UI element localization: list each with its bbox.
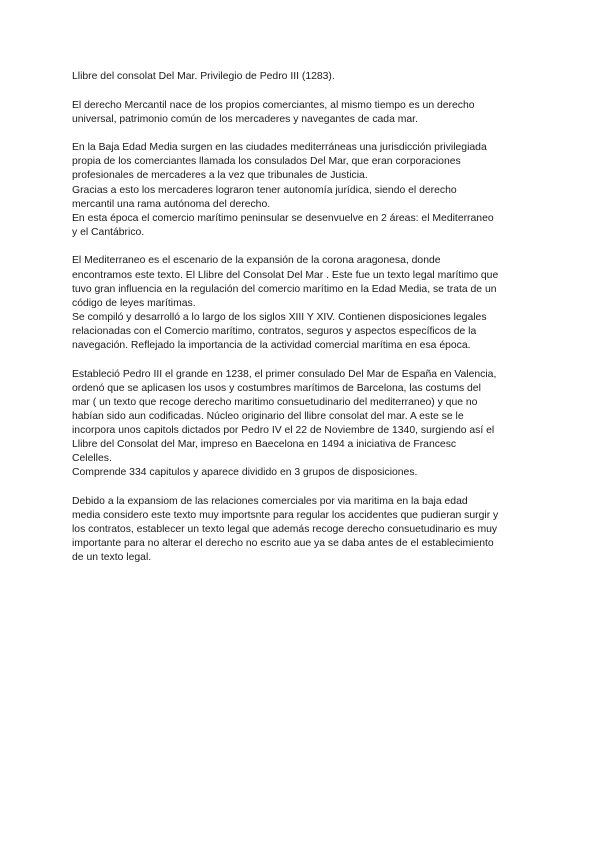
text-line: ordenó que se aplicasen los usos y costumbres marítimos de Barcelona, las costums del	[72, 382, 481, 394]
title-paragraph	[72, 70, 534, 84]
text-line: Debido a la expansiom de las relaciones comerciales por via maritima en la baja edad	[72, 495, 468, 507]
text-line: El Mediterraneo es el escenario de la expansión de la corona aragonesa, donde	[72, 255, 441, 267]
paragraph-pedro-iii	[72, 368, 534, 481]
paragraph-baja-edad-media	[72, 141, 534, 240]
text-line: Se compiló y desarrolló a lo largo de los siglos XIII Y XIV. Contienen disposiciones legales	[72, 311, 487, 323]
text-line: y el Cantábrico.	[72, 226, 145, 238]
text-line: mercantil una rama autónoma del derecho.	[72, 198, 271, 210]
text-line: código de leyes marítimas.	[72, 297, 196, 309]
text-line: Comprende 334 capitulos y aparece dividido en 3 grupos de disposiciones.	[72, 467, 418, 479]
text-line: propia de los comerciantes llamada los consulados Del Mar, que eran corporaciones	[72, 156, 461, 168]
text-line: encontramos este texto. El Llibre del Consolat Del Mar . Este fue un texto legal marítimo que	[72, 269, 499, 281]
text-line: relacionadas con el Comercio marítimo, contratos, seguros y aspectos específicos de la	[72, 325, 477, 337]
paragraph-derecho-mercantil	[72, 99, 534, 127]
text-line: media considero este texto muy importsnte para regular los accidentes que pudieran surgir y	[72, 509, 499, 521]
text-line: universal, patrimonio común de los mercaderes y navegantes de cada mar.	[72, 113, 418, 125]
text-line: mar ( un texto que recoge derecho maritimo consuetudinario del mediterraneo) y que no	[72, 396, 478, 408]
paragraph-mediterraneo	[72, 254, 534, 353]
text-line: los contratos, establecer un texto legal que además recoge derecho consuetudinario es muy	[72, 524, 498, 536]
text-line: profesionales de mercaderes a la vez que tribunales de Justicia.	[72, 170, 368, 182]
document-body	[72, 70, 534, 580]
text-line: En la Baja Edad Media surgen en las ciudades mediterráneas una jurisdicción privilegiada	[72, 142, 487, 154]
text-line: Celelles.	[72, 453, 112, 465]
text-line: de un texto legal.	[72, 552, 152, 564]
text-line: Estableció Pedro III el grande en 1238, el primer consulado Del Mar de España en Valencia,	[72, 368, 497, 380]
text-line: Llibre del Consolat del Mar, impreso en Baecelona en 1494 a iniciativa de Francesc	[72, 439, 457, 451]
text-line: incorpora unos capitols dictados por Pedro IV el 22 de Noviembre de 1340, surgiendo así el	[72, 424, 495, 436]
text-line: En esta época el comercio marítimo peninsular se desenvuelve en 2 áreas: el Mediterraneo	[72, 212, 494, 224]
text-line: Llibre del consolat Del Mar. Privilegio de Pedro III (1283).	[72, 71, 335, 82]
text-line: habían sido aun codificadas. Núcleo originario del llibre consolat del mar. A este se le	[72, 410, 464, 422]
text-line: importante para no alterar el derecho no escrito aue ya se daba antes de el establecimiento	[72, 538, 494, 550]
text-line: tuvo gran influencia en la regulación del comercio marítimo en la Edad Media, se trata de un	[72, 283, 497, 295]
text-line: navegación. Reflejado la importancia de la actividad comercial marítima en esa época.	[72, 340, 471, 351]
paragraph-conclusion	[72, 495, 534, 565]
text-line: Gracias a esto los mercaderes lograron tener autonomía jurídica, siendo el derecho	[72, 184, 457, 196]
text-line: El derecho Mercantil nace de los propios comerciantes, al mismo tiempo es un derecho	[72, 99, 475, 111]
